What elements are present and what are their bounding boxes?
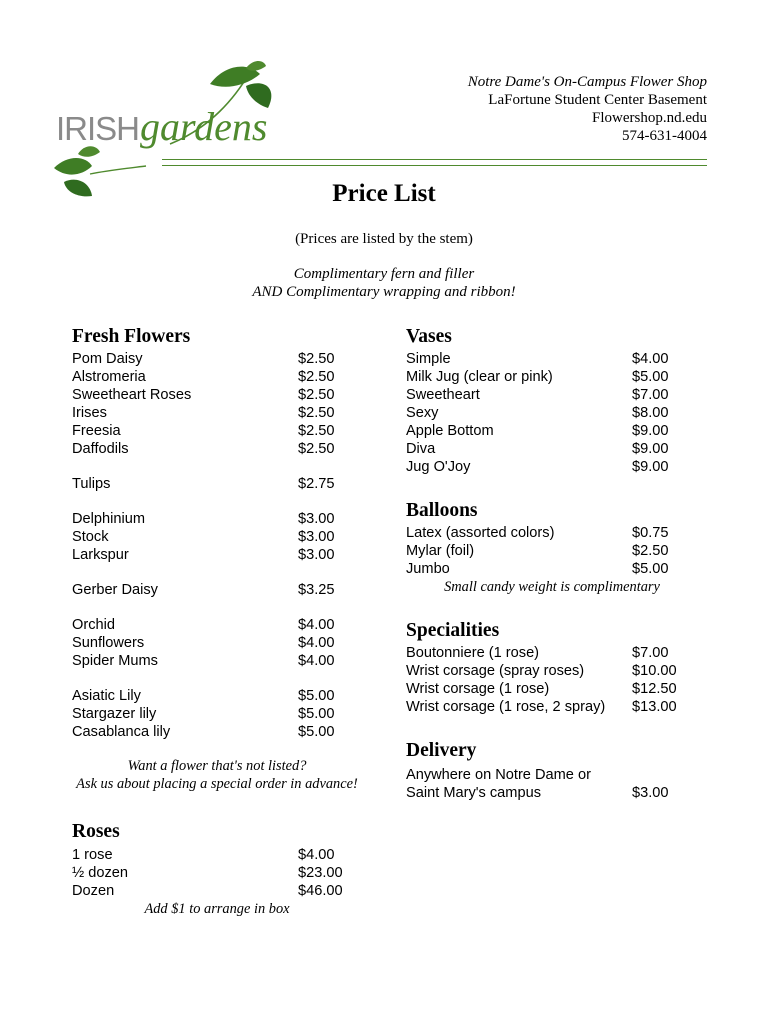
item-price: $4.00: [632, 351, 669, 367]
item-price: $12.50: [632, 681, 677, 697]
roses-section: [72, 821, 372, 918]
item-name: Larkspur: [72, 547, 129, 563]
item-name: Pom Daisy: [72, 351, 143, 367]
item-name: Freesia: [72, 423, 121, 439]
shop-phone: 574-631-4004: [622, 128, 707, 144]
list-item: [72, 546, 372, 564]
item-name: Sweetheart Roses: [72, 387, 192, 403]
item-name: Stock: [72, 529, 109, 545]
item-price: $9.00: [632, 459, 669, 475]
list-item: [406, 698, 706, 716]
delivery-line-1: [406, 766, 706, 784]
special-order-line-2: Ask us about placing a special order in advance!: [76, 776, 358, 792]
list-item: [72, 350, 372, 368]
balloons-heading: Balloons: [406, 500, 478, 521]
item-name: Delphinium: [72, 511, 146, 527]
complimentary-line-1: Complimentary fern and filler: [293, 266, 475, 282]
list-item: [72, 723, 372, 741]
list-item: [72, 705, 372, 723]
item-price: $5.00: [298, 706, 335, 722]
item-name: Wrist corsage (1 rose): [406, 681, 550, 697]
list-item: [406, 560, 706, 578]
item-name: Wrist corsage (1 rose, 2 spray): [406, 699, 606, 715]
delivery-line-2-text: Saint Mary's campus: [406, 785, 541, 801]
list-item: [72, 386, 372, 404]
item-name: Dozen: [72, 883, 115, 899]
item-name: Sexy: [406, 405, 439, 421]
list-item: [406, 458, 706, 476]
item-name: Diva: [406, 441, 436, 457]
list-item: [406, 644, 706, 662]
fresh-flowers-heading: Fresh Flowers: [72, 326, 191, 347]
item-name: Jug O'Joy: [406, 459, 471, 475]
item-price: $9.00: [632, 423, 669, 439]
list-item: [406, 440, 706, 458]
item-name: Alstromeria: [72, 369, 146, 385]
roses-heading: Roses: [72, 821, 120, 842]
item-name: Jumbo: [406, 561, 450, 577]
item-name: Simple: [406, 351, 451, 367]
complimentary-note: [0, 265, 768, 301]
item-price: $0.75: [632, 525, 669, 541]
list-item: [406, 524, 706, 542]
item-price: $46.00: [298, 883, 343, 899]
item-name: Sunflowers: [72, 635, 145, 651]
delivery-price: $3.00: [632, 785, 669, 801]
header-rule-bottom: [162, 165, 707, 166]
item-name: Orchid: [72, 617, 115, 633]
list-item: [72, 510, 372, 528]
list-item: [406, 386, 706, 404]
item-name: Sweetheart: [406, 387, 480, 403]
item-price: $2.50: [298, 387, 335, 403]
list-item: [72, 475, 372, 493]
item-name: Irises: [72, 405, 107, 421]
list-item: [72, 846, 372, 864]
list-item: [72, 422, 372, 440]
list-item: [72, 864, 372, 882]
item-name: Milk Jug (clear or pink): [406, 369, 553, 385]
list-item: [72, 687, 372, 705]
item-price: $9.00: [632, 441, 669, 457]
item-price: $3.00: [298, 529, 335, 545]
item-name: ½ dozen: [72, 865, 128, 881]
list-item: [72, 404, 372, 422]
list-item: [72, 440, 372, 458]
list-item: [406, 350, 706, 368]
item-name: Casablanca lily: [72, 724, 171, 740]
list-item: [406, 422, 706, 440]
item-price: $2.75: [298, 476, 335, 492]
item-name: Boutonniere (1 rose): [406, 645, 540, 661]
item-name: Tulips: [72, 476, 111, 492]
delivery-section: [406, 740, 706, 802]
item-price: $5.00: [632, 561, 669, 577]
item-name: Daffodils: [72, 441, 129, 457]
item-price: $2.50: [298, 351, 335, 367]
shop-tagline: Notre Dame's On-Campus Flower Shop: [467, 74, 707, 90]
shop-website[interactable]: Flowershop.nd.edu: [592, 110, 707, 126]
item-price: $4.00: [298, 635, 335, 651]
group-spacer: [72, 493, 372, 510]
vases-section: [406, 326, 706, 476]
item-price: $3.00: [298, 511, 335, 527]
group-spacer: [72, 670, 372, 687]
list-item: [406, 542, 706, 560]
delivery-line-1-text: Anywhere on Notre Dame or: [406, 767, 591, 783]
item-name: Latex (assorted colors): [406, 525, 555, 541]
item-price: $4.00: [298, 847, 335, 863]
item-name: Mylar (foil): [406, 543, 475, 559]
item-price: $5.00: [298, 688, 335, 704]
header-rule-top: [162, 159, 707, 160]
balloons-note: Small candy weight is complimentary: [444, 579, 660, 595]
item-price: $2.50: [298, 441, 335, 457]
fresh-flowers-section: [72, 326, 372, 793]
specialities-heading: Specialities: [406, 620, 500, 641]
item-price: $7.00: [632, 387, 669, 403]
item-price: $3.25: [298, 582, 335, 598]
vases-heading: Vases: [406, 326, 452, 347]
group-spacer: [72, 599, 372, 616]
roses-note: Add $1 to arrange in box: [144, 901, 290, 917]
list-item: [72, 368, 372, 386]
list-item: [72, 616, 372, 634]
item-name: Asiatic Lily: [72, 688, 141, 704]
shop-info: [468, 73, 707, 145]
item-price: $7.00: [632, 645, 669, 661]
list-item: [406, 404, 706, 422]
delivery-heading: Delivery: [406, 740, 477, 761]
list-item: [72, 581, 372, 599]
item-price: $4.00: [298, 653, 335, 669]
special-order-note: [72, 757, 362, 793]
special-order-line-1: Want a flower that's not listed?: [127, 758, 307, 774]
list-item: [72, 882, 372, 900]
balloons-list: [406, 524, 706, 578]
list-item: [406, 662, 706, 680]
logo-irish-text: IRISH: [56, 110, 140, 147]
item-price: $4.00: [298, 617, 335, 633]
item-price: $13.00: [632, 699, 677, 715]
prices-note: (Prices are listed by the stem): [295, 231, 473, 247]
item-price: $2.50: [298, 369, 335, 385]
complimentary-line-2: AND Complimentary wrapping and ribbon!: [252, 284, 516, 300]
item-name: Stargazer lily: [72, 706, 157, 722]
item-price: $8.00: [632, 405, 669, 421]
list-item: [72, 652, 372, 670]
logo-gardens-text: gardens: [140, 104, 268, 149]
item-price: $3.00: [298, 547, 335, 563]
specialities-section: [406, 620, 706, 716]
shop-location: LaFortune Student Center Basement: [488, 92, 707, 108]
item-price: $5.00: [298, 724, 335, 740]
specialities-list: [406, 644, 706, 716]
list-item: [406, 680, 706, 698]
item-name: 1 rose: [72, 847, 113, 863]
list-item: [72, 528, 372, 546]
vases-list: [406, 350, 706, 476]
balloons-section: [406, 500, 706, 596]
page-title: Price List: [332, 180, 436, 207]
item-price: $10.00: [632, 663, 677, 679]
item-price: $2.50: [298, 423, 335, 439]
item-name: Apple Bottom: [406, 423, 494, 439]
group-spacer: [72, 564, 372, 581]
roses-list: [72, 846, 372, 900]
list-item: [72, 634, 372, 652]
item-name: Spider Mums: [72, 653, 158, 669]
list-item: [406, 368, 706, 386]
item-price: $2.50: [298, 405, 335, 421]
delivery-line-2: [406, 784, 706, 802]
item-price: $23.00: [298, 865, 343, 881]
item-name: Gerber Daisy: [72, 582, 158, 598]
item-price: $2.50: [632, 543, 669, 559]
fresh-flowers-list: [72, 350, 372, 741]
item-name: Wrist corsage (spray roses): [406, 663, 585, 679]
group-spacer: [72, 458, 372, 475]
item-price: $5.00: [632, 369, 669, 385]
